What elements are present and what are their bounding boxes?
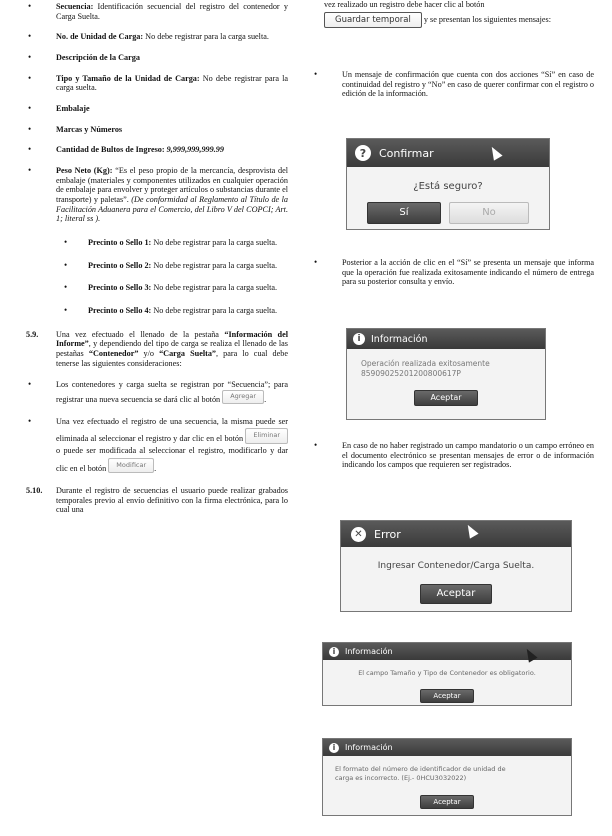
field-secuencia: • Secuencia: Identificación secuencial del registro del contenedor y Carga Suelta. [26, 2, 288, 21]
confirm-dialog-message: ¿Está seguro? [413, 181, 483, 192]
bullet-exito: • Posterior a la acción de clic en el “Sí” se presenta un mensaje que informa que la operación fue realizada exitosamente indicando el número de entrega para su posterior consulta y envío. [312, 258, 594, 287]
error-dialog-title: Error [374, 527, 401, 541]
info-dialog-title: Información [371, 333, 428, 345]
info-success-dialog [346, 328, 546, 420]
eliminar-button[interactable]: Eliminar [245, 428, 288, 444]
accept-button[interactable]: Aceptar [414, 390, 478, 406]
modificar-button[interactable]: Modificar [108, 458, 154, 474]
field-precinto-4: • Precinto o Sello 4: No debe registrar para la carga suelta. [26, 306, 288, 316]
section-5-10: 5.10. Durante el registro de secuencias el usuario puede realizar grabados temporales previo al envío definitivo con la firma electrónica, para lo cual una [26, 485, 288, 515]
question-icon: ? [355, 145, 371, 161]
consideration-agregar: • Los contenedores y carga suelta se registran por “Secuencia”; para registrar una nueva secuencia se dará clic al botón Agregar . [26, 380, 288, 404]
close-circle-icon: ✕ [351, 527, 366, 542]
field-tipo-tamano: • Tipo y Tamaño de la Unidad de Carga: No debe registrar para la carga suelta. [26, 74, 288, 93]
guardar-paragraph: vez realizado un registro debe hacer clic al botón Guardar temporal y se presentan los siguientes mensajes: [312, 0, 594, 30]
field-unidad-carga: • No. de Unidad de Carga: No debe registrar para la carga suelta. [26, 32, 288, 42]
confirm-dialog-title: Confirmar [379, 146, 434, 160]
error-message: Ingresar Contenedor/Carga Suelta. [377, 561, 535, 571]
accept-button[interactable]: Aceptar [420, 584, 492, 604]
error-dialog [340, 520, 572, 612]
field-label: Tipo y Tamaño de la Unidad de Carga: [56, 73, 200, 83]
field-label: Secuencia: [56, 2, 94, 11]
format-error-line: El formato del número de identificador de unidad de [335, 765, 506, 773]
info-dialog-title: Información [345, 743, 393, 752]
success-message: Operación realizada exitosamente [361, 359, 490, 368]
confirm-dialog-header [347, 139, 549, 167]
field-cantidad-bultos: • Cantidad de Bultos de Ingreso: 9,999,999,999.99 [26, 145, 288, 155]
yes-button[interactable]: Sí [367, 202, 441, 224]
accept-button[interactable]: Aceptar [420, 689, 474, 703]
field-label: Cantidad de Bultos de Ingreso: [56, 145, 165, 155]
accept-button[interactable]: Aceptar [420, 795, 474, 809]
bullet-errores: • En caso de no haber registrado un campo mandatorio o un campo erróneo en el documento electrónico se presentan mensajes de error o de información indicando los campos que requieren ser registrados. [312, 441, 594, 470]
field-precinto-2: • Precinto o Sello 2: No debe registrar para la carga suelta. [26, 261, 288, 271]
field-marcas [26, 125, 288, 135]
field-label: No. de Unidad de Carga: [56, 32, 144, 42]
info-icon: i [353, 333, 365, 345]
info-icon: i [329, 647, 339, 657]
field-label: Peso Neto (Kg): [56, 166, 113, 176]
section-5-9: 5.9. Una vez efectuado el llenado de la pestaña “Información del Informe”, y dependiendo del tipo de carga se realiza el llenado de las pestañas “Contenedor” y/o “Carga Suelta”, para lo cual debe tenerse las siguientes consideraciones: [26, 329, 288, 368]
field-embalaje [26, 104, 288, 114]
field-peso-neto: • Peso Neto (Kg): “Es el peso propio de la mercancía, desprovista del embalaje (materiales y componentes utilizados en cualquier operación de embalaje para envolver y proteger artículos o substancias durante el transporte) y paletas”. (De conformidad al Reglamento al Título de la Facilitación Aduanera para el Comercio, del Libro V del COPCI; Art. 1; literal ss ). [26, 166, 288, 224]
agregar-button[interactable]: Agregar [222, 390, 264, 404]
format-error-example: carga es incorrecto. (Ej.- 0HCU3032022) [335, 774, 467, 783]
info-format-dialog [322, 738, 572, 816]
required-field-message: El campo Tamaño y Tipo de Contenedor es obligatorio. [358, 669, 536, 677]
no-button[interactable]: No [449, 202, 529, 224]
right-column [312, 0, 594, 30]
guardar-temporal-button[interactable]: Guardar temporal [324, 12, 422, 28]
field-descripcion [26, 53, 288, 63]
info-icon: i [329, 743, 339, 753]
bullet-confirmacion: • Un mensaje de confirmación que cuenta con dos acciones “Sí” en caso de continuidad del registro y “No” en caso de querer confirmar con el registro o edición de la información. [312, 70, 594, 99]
field-label: Marcas y Números [56, 124, 123, 134]
consideration-eliminar-modificar: • Una vez efectuado el registro de una secuencia, la misma puede ser eliminada al seleccionar el registro y dar clic en el botón Eliminar o puede ser modificada al seleccionar el registro, modificarlo y dar clic en el botón Modificar . [26, 416, 288, 475]
field-precinto-1: • Precinto o Sello 1: No debe registrar para la carga suelta. [26, 238, 288, 248]
field-label: Embalaje [56, 104, 90, 114]
field-label: Descripción de la Carga [56, 53, 140, 63]
info-dialog-title: Información [345, 647, 393, 656]
delivery-number: 85909025201200800617P [361, 369, 461, 379]
left-column [26, 0, 288, 526]
confirm-dialog [346, 138, 550, 230]
field-precinto-3: • Precinto o Sello 3: No debe registrar para la carga suelta. [26, 283, 288, 293]
